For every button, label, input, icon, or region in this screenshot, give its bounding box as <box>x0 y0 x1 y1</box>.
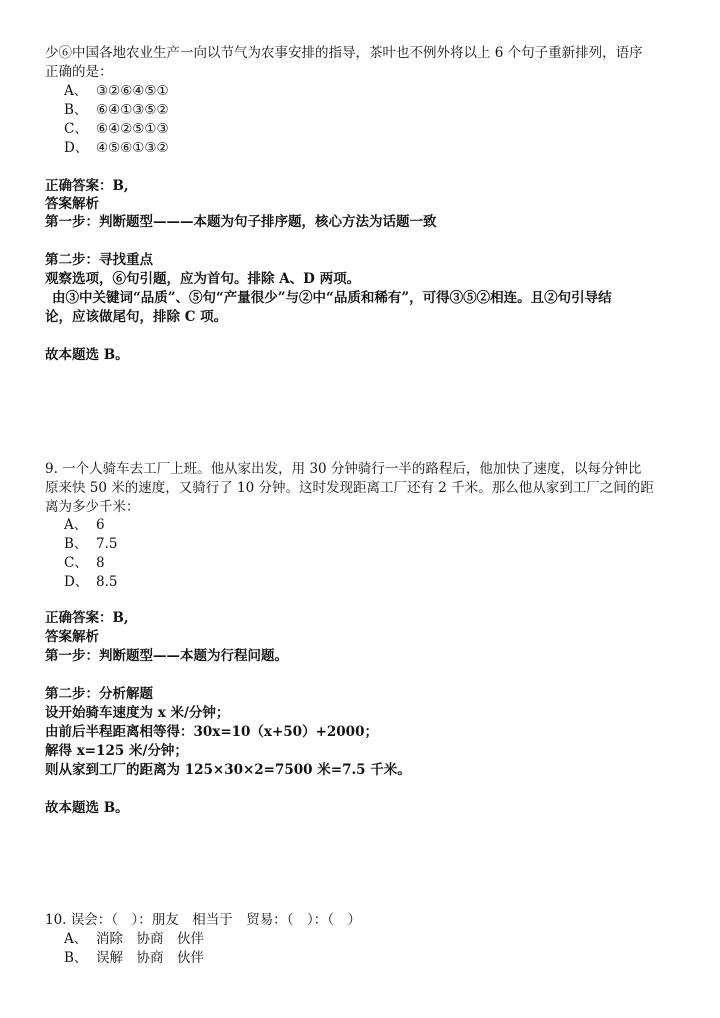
q8-option-a: A、 ③②⑥④⑤① <box>64 83 169 99</box>
q8-step2-line1: 观察选项，⑥句引题，应为首句。排除 A、D 两项。 <box>45 271 361 287</box>
q9-stem-line3: 离为多少千米： <box>45 499 140 515</box>
q8-stem-line2: 正确的是： <box>45 64 113 80</box>
q10-option-b: B、 误解 协商 伙伴 <box>64 950 204 966</box>
q9-solution-line4: 则从家到工厂的距离为 125×30×2=7500 米=7.5 千米。 <box>45 762 411 778</box>
q8-option-d: D、 ④⑤⑥①③② <box>64 140 169 156</box>
q9-option-b: B、 7.5 <box>64 536 118 552</box>
q8-step2-title: 第二步：寻找重点 <box>45 252 153 268</box>
q8-step1: 第一步：判断题型———本题为句子排序题，核心方法为话题一致 <box>45 214 437 230</box>
q9-step1: 第一步：判断题型——本题为行程问题。 <box>45 648 288 664</box>
q9-conclusion: 故本题选 B。 <box>45 800 129 816</box>
q10-stem: 10. 误会：（ ）：朋友 相当于 贸易：（ ）：（ ） <box>45 912 362 928</box>
q9-stem-line1: 9. 一个人骑车去工厂上班。他从家出发，用 30 分钟骑行一半的路程后，他加快了速度，以每分钟比 <box>45 461 642 477</box>
q8-conclusion: 故本题选 B。 <box>45 347 129 363</box>
q9-option-d: D、 8.5 <box>64 574 118 590</box>
q9-stem-line2: 原来快 50 米的速度，又骑行了 10 分钟。这时发现距离工厂还有 2 千米。那么他从家到工厂之间的距 <box>45 480 654 496</box>
q9-answer: 正确答案：B, <box>45 610 129 626</box>
q8-answer: 正确答案：B, <box>45 178 129 194</box>
q9-step2-title: 第二步：分析解题 <box>45 686 153 702</box>
q8-analysis-title: 答案解析 <box>45 196 99 212</box>
q9-analysis-title: 答案解析 <box>45 629 99 645</box>
q8-option-b: B、 ⑥④①③⑤② <box>64 102 169 118</box>
q9-solution-line3: 解得 x=125 米/分钟； <box>45 743 188 759</box>
q8-stem-line1: 少⑥中国各地农业生产一向以节气为农事安排的指导，茶叶也不例外将以上 6 个句子重新排列，语序 <box>45 45 643 61</box>
q9-option-a: A、 6 <box>64 517 105 533</box>
q9-option-c: C、 8 <box>64 555 105 571</box>
q8-step2-line3: 论，应该做尾句，排除 C 项。 <box>45 309 228 325</box>
q8-option-c: C、 ⑥④②⑤①③ <box>64 121 169 137</box>
q8-step2-line2: 由③中关键词“品质”、⑤句“产量很少”与②中“品质和稀有”，可得③⑤②相连。且②句引导结 <box>52 290 612 306</box>
q9-solution-line1: 设开始骑车速度为 x 米/分钟； <box>45 705 230 721</box>
q9-solution-line2: 由前后半程距离相等得：30x=10（x+50）+2000； <box>45 724 378 740</box>
q10-option-a: A、 消除 协商 伙伴 <box>64 931 204 947</box>
